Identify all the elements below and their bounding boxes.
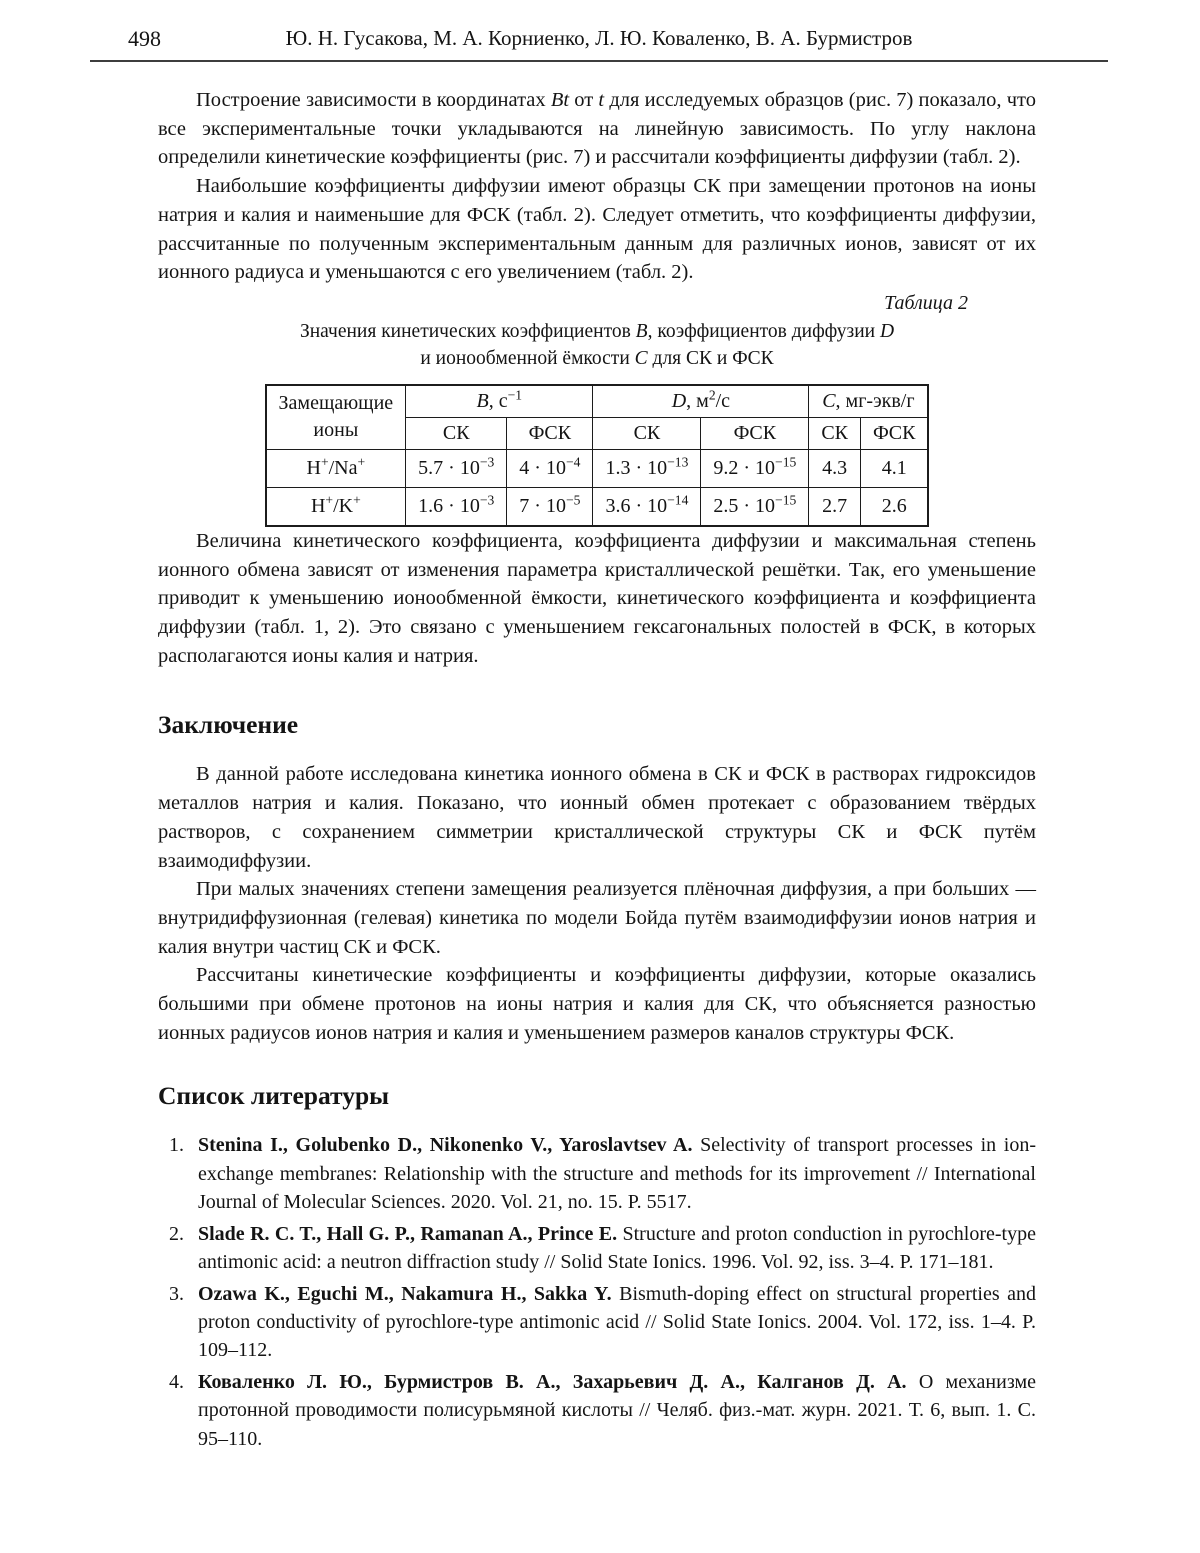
math-symbol-B: B bbox=[635, 320, 648, 342]
math-symbol-D: D bbox=[671, 389, 687, 412]
reference-text: О механизме протонной проводимости полисурьмяной кислоты // Челяб. физ.-мат. журн. 2021. Т. 6, вып. 1. С. 95–110. bbox=[198, 1370, 1036, 1450]
table-row bbox=[266, 449, 929, 487]
value-exponent: −4 bbox=[565, 454, 581, 470]
page-header bbox=[90, 26, 1108, 62]
value-cell bbox=[861, 487, 929, 526]
page-content bbox=[158, 86, 1036, 1453]
ion-pair-cell bbox=[266, 487, 406, 526]
ion-text: /Na bbox=[328, 456, 358, 479]
value-exponent: −15 bbox=[775, 454, 797, 470]
column-group-C bbox=[809, 385, 929, 418]
paragraph-diffusion: Наибольшие коэффициенты диффузии имеют образцы СК при замещении протонов на ионы натрия и калия и наименьшие для ФСК (табл. 2). Следует отметить, что коэффициенты диффузии, рассчитанные по полученным экспериментальным данным для различных ионов, зависят от их ионного радиуса и уменьшаются с его увеличением (табл. 2). bbox=[158, 175, 1036, 284]
value-cell bbox=[809, 487, 861, 526]
math-symbol-t: t bbox=[598, 89, 605, 111]
value-cell bbox=[507, 487, 593, 526]
value-text: 3.6 · 10 bbox=[605, 494, 668, 517]
reference-text: Structure and proton conduction in pyrochlore-type antimonic acid: a neutron diffraction study // Solid State Ionics. 1996. Vol. 92, iss. 3–4. P. 171–181. bbox=[198, 1222, 1036, 1274]
subcolumn-header: СК bbox=[593, 417, 701, 449]
value-text: 4 · 10 bbox=[519, 456, 566, 479]
caption-text: Значения кинетических коэффициентов bbox=[299, 320, 636, 342]
value-cell bbox=[593, 449, 701, 487]
value-text: 2.7 bbox=[822, 494, 848, 517]
column-group-B bbox=[406, 385, 593, 418]
value-text: 1.6 · 10 bbox=[418, 494, 480, 517]
paragraph-lattice: Величина кинетического коэффициента, коэффициента диффузии и максимальная степень ионного обмена зависят от изменения параметра кристаллической решётки. Так, его уменьшение приводит к уменьшению ионообменной ёмкости, кинетического коэффициента и коэффициента диффузии (табл. 1, 2). Это связано с уменьшением гексагональных полостей в ФСК, в которых располагаются ионы калия и натрия. bbox=[158, 529, 1036, 667]
reference-authors: Коваленко Л. Ю., Бурмистров В. А., Захарьевич Д. А., Калганов Д. А. bbox=[198, 1370, 907, 1393]
value-text: 1.3 · 10 bbox=[605, 456, 668, 479]
value-cell bbox=[507, 449, 593, 487]
table-caption-line2 bbox=[158, 345, 1036, 372]
value-exponent: −5 bbox=[565, 492, 581, 508]
math-symbol-C: C bbox=[822, 389, 836, 412]
subcolumn-header: ФСК bbox=[701, 417, 809, 449]
reference-authors: Ozawa K., Eguchi M., Nakamura H., Sakka Y. bbox=[198, 1282, 612, 1305]
reference-number: 1. bbox=[169, 1134, 184, 1157]
paragraph-text: Построение зависимости в координатах bbox=[196, 89, 551, 111]
subcolumn-header: СК bbox=[809, 417, 861, 449]
value-text: 4.3 bbox=[822, 456, 848, 479]
table-label: Таблица 2 bbox=[884, 291, 968, 314]
reference-number: 2. bbox=[169, 1222, 184, 1245]
paragraph-intro bbox=[158, 86, 1036, 172]
value-cell bbox=[861, 449, 929, 487]
subcolumn-header: ФСК bbox=[861, 417, 929, 449]
conclusion-paragraph-2: При малых значениях степени замещения реализуется плёночная диффузия, а при больших — внутридиффузионная (гелевая) кинетика по модели Бойда путём взаимодиффузии ионов натрия и калия внутри частиц СК и ФСК. bbox=[158, 878, 1036, 958]
ion-charge: + bbox=[325, 492, 334, 508]
ion-text: /K bbox=[333, 494, 354, 517]
value-exponent: −3 bbox=[479, 492, 495, 508]
reference-text: Selectivity of transport processes in ion-exchange membranes: Relationship with the structure and methods for its improvement // International Journal of Molecular Sciences. 2020. Vol. 21, no. 15. P. 5517. bbox=[198, 1134, 1036, 1214]
ion-pair-cell bbox=[266, 449, 406, 487]
value-text: 7 · 10 bbox=[519, 494, 566, 517]
kinetics-coefficients-table bbox=[265, 384, 930, 527]
table-row bbox=[266, 487, 929, 526]
value-cell bbox=[809, 449, 861, 487]
ion-charge: + bbox=[353, 492, 361, 508]
running-authors: Ю. Н. Гусакова, М. А. Корниенко, Л. Ю. Коваленко, В. А. Бурмистров bbox=[285, 26, 913, 50]
conclusion-paragraph-1: В данной работе исследована кинетика ионного обмена в СК и ФСК в растворах гидроксидов металлов натрия и калия. Показано, что ионный обмен протекает с образованием твёрдых растворов, с сохранением симметрии кристаллической структуры СК и ФСК путём взаимодиффузии. bbox=[158, 763, 1036, 872]
value-text: 9.2 · 10 bbox=[713, 456, 776, 479]
reference-text: Bismuth-doping effect on structural properties and proton conductivity of pyrochlore-type antimonic acid // Solid State Ionics. 2004. Vol. 172, iss. 1–4. P. 109–112. bbox=[198, 1282, 1036, 1362]
value-cell bbox=[406, 487, 507, 526]
unit-text: , с bbox=[488, 389, 508, 412]
paragraph-text: от bbox=[569, 89, 599, 111]
value-cell bbox=[701, 449, 809, 487]
section-heading-conclusion: Заключение bbox=[158, 710, 299, 740]
table-header-row-groups bbox=[266, 385, 929, 418]
value-text: 2.6 bbox=[881, 494, 907, 517]
ion-text: H bbox=[310, 494, 326, 517]
paragraph-text: для исследуемых образцов (рис. 7) показало, что все экспериментальные точки укладываются на линейную зависимость. По углу наклона определили кинетические коэффициенты (рис. 7) и рассчитали коэффициенты диффузии (табл. 2). bbox=[158, 89, 1036, 169]
caption-text: для СК и ФСК bbox=[647, 347, 774, 369]
unit-exponent: −1 bbox=[507, 387, 523, 403]
value-exponent: −3 bbox=[479, 454, 495, 470]
math-symbol-C: C bbox=[634, 347, 648, 369]
caption-text: , коэффициентов диффузии bbox=[647, 320, 880, 342]
value-exponent: −15 bbox=[775, 492, 797, 508]
ion-charge: + bbox=[320, 454, 329, 470]
subcolumn-header: СК bbox=[406, 417, 507, 449]
value-cell bbox=[593, 487, 701, 526]
value-text: 5.7 · 10 bbox=[418, 456, 480, 479]
reference-number: 4. bbox=[169, 1370, 184, 1393]
ion-text: H bbox=[306, 456, 321, 479]
page-number: 498 bbox=[128, 26, 161, 51]
value-cell bbox=[406, 449, 507, 487]
value-exponent: −13 bbox=[667, 454, 689, 470]
reference-item bbox=[158, 1280, 1036, 1365]
conclusion-paragraph-3: Рассчитаны кинетические коэффициенты и коэффициенты диффузии, которые оказались большими при обмене протонов на ионы натрия и калия для СК, что объясняется разностью ионных радиусов ионов натрия и калия и уменьшением размеров каналов структуры ФСК. bbox=[158, 964, 1036, 1044]
subcolumn-header: ФСК bbox=[507, 417, 593, 449]
reference-item bbox=[158, 1131, 1036, 1216]
reference-item bbox=[158, 1368, 1036, 1453]
section-heading-references: Список литературы bbox=[158, 1081, 390, 1111]
value-exponent: −14 bbox=[667, 492, 689, 508]
table-caption-line1 bbox=[158, 318, 1036, 345]
caption-text: и ионообменной ёмкости bbox=[420, 347, 635, 369]
column-header-ions bbox=[266, 385, 406, 450]
header-text: ионы bbox=[313, 419, 359, 442]
reference-number: 3. bbox=[169, 1282, 184, 1305]
math-symbol-B: B bbox=[476, 389, 489, 412]
value-text: 4.1 bbox=[881, 456, 907, 479]
reference-authors: Stenina I., Golubenko D., Nikonenko V., Yaroslavtsev A. bbox=[198, 1134, 693, 1157]
value-text: 2.5 · 10 bbox=[713, 494, 776, 517]
ion-charge: + bbox=[357, 454, 366, 470]
unit-text: , м bbox=[686, 389, 709, 412]
unit-exponent: 2 bbox=[708, 387, 716, 403]
math-symbol-Bt: Bt bbox=[550, 89, 570, 111]
reference-authors: Slade R. C. T., Hall G. P., Ramanan A., Prince E. bbox=[198, 1222, 618, 1245]
unit-text: /с bbox=[715, 389, 731, 412]
unit-text: , мг-экв/г bbox=[835, 389, 915, 412]
value-cell bbox=[701, 487, 809, 526]
table-caption bbox=[158, 318, 1036, 372]
reference-item bbox=[158, 1220, 1036, 1277]
math-symbol-D: D bbox=[879, 320, 895, 342]
header-text: Замещающие bbox=[278, 392, 394, 415]
column-group-D bbox=[593, 385, 809, 418]
